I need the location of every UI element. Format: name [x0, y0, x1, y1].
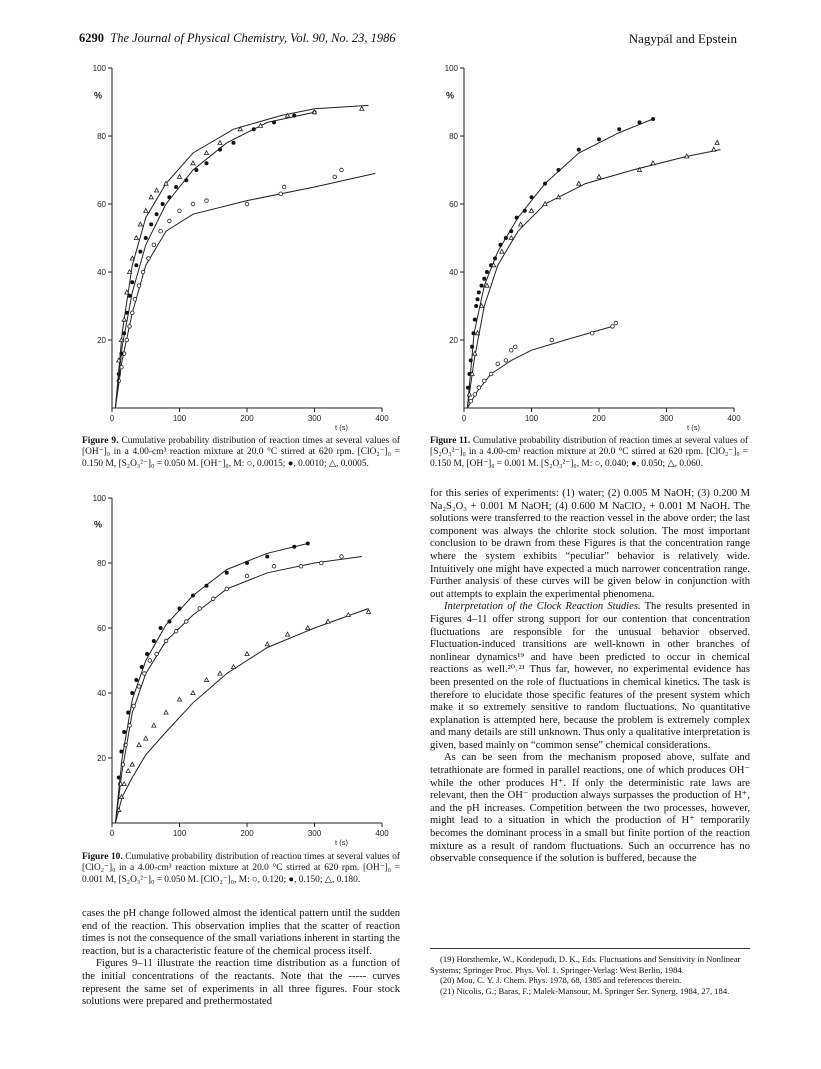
left-paragraph-2: Figures 9–11 illustrate the reaction time distribution as a function of the initial concentrations of the reactants. Note that the ----- curves represent the same set of experiments in all three figures. Four stock solutions were prepared and prethermostated — [82, 958, 400, 1008]
references — [430, 954, 750, 996]
y-tick-label: 40 — [97, 268, 106, 277]
data-point-dot — [145, 652, 149, 656]
data-point-dot — [292, 545, 296, 549]
data-point-dot — [474, 304, 478, 308]
data-point-dot — [597, 137, 601, 141]
data-point-dot — [651, 117, 655, 121]
y-tick-label: 100 — [92, 494, 106, 503]
data-point-dot — [178, 607, 182, 611]
data-point-circle — [211, 597, 215, 601]
data-point-circle — [550, 338, 554, 342]
data-point-dot — [638, 120, 642, 124]
data-point-dot — [134, 678, 138, 682]
series-curve — [467, 326, 612, 408]
data-point-circle — [477, 386, 481, 390]
data-point-triangle — [127, 270, 131, 274]
data-point-triangle — [258, 124, 262, 128]
data-point-triangle — [265, 642, 269, 646]
y-axis-label: % — [446, 90, 455, 101]
data-point-triangle — [597, 175, 601, 179]
figure-11 — [434, 58, 754, 432]
data-point-dot — [205, 161, 209, 165]
data-point-triangle — [231, 665, 235, 669]
data-point-dot — [117, 776, 121, 780]
y-tick-label: 80 — [97, 559, 106, 568]
data-point-circle — [333, 175, 337, 179]
x-tick-label: 400 — [727, 414, 741, 423]
right-column-text — [430, 488, 750, 866]
data-point-triangle — [218, 671, 222, 675]
y-tick-label: 100 — [444, 64, 458, 73]
page-header-authors: Nagypál and Epstein — [628, 31, 737, 46]
data-point-circle — [132, 704, 136, 708]
data-point-dot — [477, 290, 481, 294]
data-point-dot — [509, 229, 513, 233]
data-point-circle — [137, 284, 141, 288]
data-point-dot — [218, 148, 222, 152]
y-tick-label: 20 — [449, 336, 458, 345]
data-point-dot — [149, 222, 153, 226]
data-point-circle — [225, 587, 229, 591]
data-point-triangle — [218, 141, 222, 145]
data-point-triangle — [577, 181, 581, 185]
x-axis-label: t (s) — [335, 838, 348, 847]
data-point-dot — [205, 584, 209, 588]
data-point-circle — [191, 202, 195, 206]
x-tick-label: 0 — [109, 414, 115, 423]
data-point-dot — [557, 168, 561, 172]
data-point-dot — [530, 195, 534, 199]
y-tick-label: 80 — [97, 132, 106, 141]
data-point-circle — [614, 321, 618, 325]
data-point-circle — [469, 399, 473, 403]
figure-11-caption — [430, 436, 748, 470]
data-point-dot — [134, 263, 138, 267]
data-point-circle — [272, 564, 276, 568]
data-point-triangle — [519, 222, 523, 226]
data-point-circle — [509, 348, 513, 352]
data-point-dot — [476, 297, 480, 301]
data-point-circle — [299, 564, 303, 568]
data-point-triangle — [137, 743, 141, 747]
right-paragraph-2-text: The results presented in Figures 4–11 offer strong support for our contention that concentration fluctuations are responsible for the unusual behavior observed. Fluctuation-induced transitions are well-known in other branches of nonlinear dynamics¹⁹ and have been predicted to occur in chemical reactions as well.²⁰˒²¹ Thus far, however, no experimental evidence has been presented on the role of fluctuations in chemical kinetics. The task is therefore to elucidate those specific features of the present system which make it so extremely sensitive to random fluctuations. No quantitative explanation is attempted here, because the problem is extremely complex and many details are still unknown. Thus only a qualitative interpretation is given, based mainly on “common sense” chemical considerations. — [430, 601, 750, 751]
data-point-circle — [340, 168, 344, 172]
data-point-triangle — [543, 202, 547, 206]
left-paragraph-1: cases the pH change followed almost the identical pattern until the sudden end of the reaction. This observation implies that the scatter of reaction times is not the consequence of the small variations inherent in starting the reaction, but is a characteristic feature of the chemical process itself. — [82, 908, 400, 957]
data-point-circle — [155, 652, 159, 656]
data-point-triangle — [467, 392, 471, 396]
figure-9-chart — [82, 58, 402, 438]
data-point-triangle — [285, 632, 289, 636]
data-point-triangle — [130, 256, 134, 260]
data-point-triangle — [204, 151, 208, 155]
data-point-triangle — [144, 736, 148, 740]
series-curve — [467, 119, 653, 408]
data-point-dot — [138, 250, 142, 254]
data-point-dot — [174, 185, 178, 189]
data-point-dot — [480, 284, 484, 288]
data-point-dot — [493, 256, 497, 260]
data-point-dot — [167, 620, 171, 624]
data-point-circle — [205, 199, 209, 203]
data-point-circle — [611, 325, 615, 329]
data-point-dot — [245, 561, 249, 565]
data-point-circle — [168, 219, 172, 223]
data-point-dot — [122, 730, 126, 734]
data-point-triangle — [138, 222, 142, 226]
data-point-circle — [141, 270, 145, 274]
x-tick-label: 300 — [307, 414, 322, 423]
data-point-triangle — [154, 188, 158, 192]
data-point-triangle — [134, 236, 138, 240]
data-point-circle — [130, 311, 134, 315]
data-point-dot — [167, 195, 171, 199]
data-point-circle — [245, 574, 249, 578]
data-point-triangle — [306, 626, 310, 630]
figure-10-chart — [82, 488, 402, 848]
data-point-dot — [130, 691, 134, 695]
data-point-triangle — [191, 161, 195, 165]
page-number: 6290 — [79, 31, 104, 45]
data-point-circle — [184, 620, 188, 624]
data-point-circle — [152, 243, 156, 247]
data-point-dot — [265, 555, 269, 559]
page-header-left — [79, 31, 396, 46]
x-tick-label: 300 — [307, 829, 322, 838]
data-point-dot — [119, 750, 123, 754]
reference-19: (19) Horsthemke, W., Kondepudi, D. K., Eds. Fluctuations and Sensitivity in Nonlinear Systems; Springer Proc. Phys. Vol. 1. Springer-Verlag: West Berlin, 1984. — [430, 954, 741, 975]
figure-11-chart — [434, 58, 754, 432]
data-point-dot — [152, 639, 156, 643]
x-tick-label: 200 — [240, 414, 254, 423]
y-tick-label: 40 — [97, 689, 106, 698]
right-paragraph-2 — [430, 601, 750, 752]
data-point-circle — [504, 359, 508, 363]
y-tick-label: 60 — [97, 200, 106, 209]
figure-11-caption-text: Cumulative probability distribution of reaction times at several values of [S₂O₃²⁻]₀ in a 4.00-cm³ reaction mixture at 20.0 °C stirred at 620 rpm. [ClO₂⁻]₀ = 0.150 M, [OH⁻]₀ = 0.001 M. [S₂O₃²⁻]₀, M: ○, 0.040; ●, 0.050; △, 0.060. — [430, 436, 749, 469]
data-point-dot — [617, 127, 621, 131]
x-axis-label: t (s) — [687, 423, 700, 432]
reference-21: (21) Nicolis, G.; Baras, F.; Malek-Mansour, M. Springer Ser. Synerg. 1984, 27, 184. — [440, 985, 730, 996]
footnote-divider — [430, 948, 750, 949]
x-axis-label: t (s) — [335, 423, 348, 432]
data-point-dot — [155, 212, 159, 216]
data-point-circle — [473, 393, 477, 397]
data-point-triangle — [346, 613, 350, 617]
figure-10-label: Figure 10. — [82, 852, 123, 862]
data-point-triangle — [473, 351, 477, 355]
data-point-circle — [279, 192, 283, 196]
data-point-dot — [252, 127, 256, 131]
data-point-circle — [245, 202, 249, 206]
figure-9-label: Figure 9. — [82, 436, 119, 446]
data-point-dot — [471, 331, 475, 335]
data-point-circle — [143, 672, 147, 676]
x-tick-label: 200 — [592, 414, 606, 423]
data-point-triangle — [126, 769, 130, 773]
plot-area — [93, 494, 390, 847]
data-point-circle — [128, 325, 132, 329]
data-point-triangle — [177, 175, 181, 179]
y-tick-label: 40 — [449, 268, 458, 277]
data-point-triangle — [326, 619, 330, 623]
data-point-triangle — [122, 782, 126, 786]
x-tick-label: 100 — [172, 829, 187, 838]
data-point-dot — [543, 182, 547, 186]
data-point-dot — [504, 236, 508, 240]
data-point-triangle — [245, 652, 249, 656]
data-point-circle — [174, 629, 178, 633]
data-point-dot — [577, 148, 581, 152]
data-point-triangle — [492, 263, 496, 267]
data-point-dot — [485, 270, 489, 274]
x-tick-label: 0 — [461, 414, 467, 423]
data-point-circle — [164, 639, 168, 643]
data-point-dot — [126, 711, 130, 715]
x-tick-label: 200 — [240, 829, 254, 838]
data-point-dot — [130, 280, 134, 284]
data-point-circle — [590, 331, 594, 335]
data-point-dot — [292, 114, 296, 118]
journal-name: The Journal of Physical Chemistry, Vol. 90, No. 23, 1986 — [110, 31, 396, 45]
section-heading: Interpretation of the Clock Reaction Studies. — [444, 601, 641, 613]
data-point-triangle — [152, 723, 156, 727]
y-tick-label: 60 — [97, 624, 106, 633]
plot-area — [445, 64, 742, 432]
data-point-circle — [159, 229, 163, 233]
data-point-dot — [272, 120, 276, 124]
data-point-triangle — [366, 609, 370, 613]
data-point-circle — [178, 209, 182, 213]
data-point-dot — [306, 542, 310, 546]
data-point-triangle — [500, 249, 504, 253]
data-point-triangle — [144, 209, 148, 213]
data-point-dot — [498, 243, 502, 247]
data-point-circle — [340, 555, 344, 559]
figure-10-caption — [82, 852, 400, 886]
data-point-triangle — [685, 154, 689, 158]
y-tick-label: 20 — [97, 754, 106, 763]
series-curve — [115, 112, 314, 408]
y-tick-label: 80 — [449, 132, 458, 141]
data-point-dot — [473, 318, 477, 322]
data-point-circle — [482, 379, 486, 383]
data-point-triangle — [130, 762, 134, 766]
figure-9 — [82, 58, 402, 438]
series-curve — [115, 557, 361, 824]
data-point-circle — [125, 338, 129, 342]
series-curve — [115, 173, 375, 408]
data-point-dot — [470, 345, 474, 349]
data-point-triangle — [119, 338, 123, 342]
data-point-dot — [144, 236, 148, 240]
x-tick-label: 400 — [375, 414, 389, 423]
right-paragraph-1: for this series of experiments: (1) water; (2) 0.005 M NaOH; (3) 0.200 M Na₂S₂O₃ + 0.001 M NaOH; (4) 0.600 M NaClO₂ + 0.001 M NaOH. The solutions were transferred to the reaction vessel in the above order; the last component was always the chlorite stock solution. The most important conclusion to be drawn from these Figures is that the concentration range where the system exhibits “peculiar” behavior is relatively wide. Intuitively one might have expected a much narrower concentration range. Further analysis of these curves will be given below in conjunction with out attempts to explain the experimental phenomena. — [430, 488, 750, 600]
data-point-triangle — [712, 147, 716, 151]
data-point-dot — [482, 277, 486, 281]
series-curve — [467, 150, 720, 408]
left-column-text — [82, 908, 400, 1009]
series-curve — [115, 544, 307, 824]
data-point-circle — [489, 372, 493, 376]
plot-area — [93, 64, 390, 432]
data-point-circle — [496, 362, 500, 366]
data-point-triangle — [651, 161, 655, 165]
data-point-triangle — [360, 107, 364, 111]
figure-11-label: Figure 11. — [430, 436, 471, 446]
data-point-circle — [198, 607, 202, 611]
data-point-triangle — [509, 236, 513, 240]
data-point-triangle — [529, 209, 533, 213]
data-point-dot — [140, 665, 144, 669]
data-point-circle — [319, 561, 323, 565]
data-point-dot — [466, 386, 470, 390]
y-axis-label: % — [94, 519, 103, 530]
data-point-dot — [225, 571, 229, 575]
data-point-triangle — [122, 317, 126, 321]
data-point-dot — [184, 178, 188, 182]
data-point-triangle — [164, 710, 168, 714]
data-point-circle — [282, 185, 286, 189]
y-tick-label: 100 — [92, 64, 106, 73]
data-point-dot — [161, 202, 165, 206]
series-curve — [115, 105, 368, 408]
x-tick-label: 400 — [375, 829, 389, 838]
data-point-dot — [232, 141, 236, 145]
data-point-triangle — [556, 195, 560, 199]
figure-9-caption — [82, 436, 400, 470]
data-point-triangle — [191, 691, 195, 695]
right-paragraph-3: As can be seen from the mechanism proposed above, sulfate and tetrathionate are formed in parallel reactions, one of which produces OH⁻ while the other produces H⁺. If only the deterministic rate laws are relevant, then the OH⁻ production always surpasses the production of H⁺, and the pH increases. Competition between the two processes, however, might lead to a situation in which the production of H⁺ temporarily becomes the dominant process in a small but finite portion of the reaction mixture as a result of random fluctuations. Such an occurrence has no observable consequence if the solution is buffered, because the — [430, 752, 750, 865]
data-point-dot — [469, 358, 473, 362]
figure-10 — [82, 488, 402, 848]
data-point-triangle — [149, 195, 153, 199]
y-axis-label: % — [94, 90, 103, 101]
data-point-triangle — [204, 678, 208, 682]
x-tick-label: 300 — [659, 414, 674, 423]
figure-10-caption-text: Cumulative probability distribution of reaction times at several values of [ClO₂⁻]₀ in a 4.00-cm³ reaction mixture at 20.0 °C stirred at 620 rpm. [OH⁻]₀ = 0.001 M, [S₂O₃²⁻]₀ = 0.050 M. [ClO₂⁻]₀, M: ○, 0.120; ●, 0.150; △, 0.180. — [82, 852, 401, 885]
data-point-circle — [133, 297, 137, 301]
x-tick-label: 100 — [172, 414, 187, 423]
data-point-dot — [191, 594, 195, 598]
data-point-dot — [515, 216, 519, 220]
data-point-circle — [147, 257, 151, 261]
data-point-circle — [514, 345, 518, 349]
figure-9-caption-text: Cumulative probability distribution of reaction times at several values of [OH⁻]₀ in a 4.00-cm³ reaction mixture at 20.0 °C stirred at 620 rpm. [ClO₂⁻]₀ = 0.150 M, [S₂O₃²⁻]₀ = 0.050 M. [OH⁻]₀, M: ○, 0.0015; ●, 0.0010; △, 0.0005. — [82, 436, 401, 469]
data-point-triangle — [177, 697, 181, 701]
data-point-circle — [148, 659, 152, 663]
x-tick-label: 100 — [524, 414, 539, 423]
data-point-triangle — [312, 110, 316, 114]
x-tick-label: 0 — [109, 829, 115, 838]
reference-20: (20) Mou, C. Y. J. Chem. Phys. 1978, 68, 1385 and references therein. — [440, 975, 682, 986]
y-tick-label: 60 — [449, 200, 458, 209]
data-point-triangle — [715, 141, 719, 145]
data-point-dot — [159, 626, 163, 630]
data-point-triangle — [475, 331, 479, 335]
y-tick-label: 20 — [97, 336, 106, 345]
data-point-dot — [523, 209, 527, 213]
data-point-dot — [194, 168, 198, 172]
